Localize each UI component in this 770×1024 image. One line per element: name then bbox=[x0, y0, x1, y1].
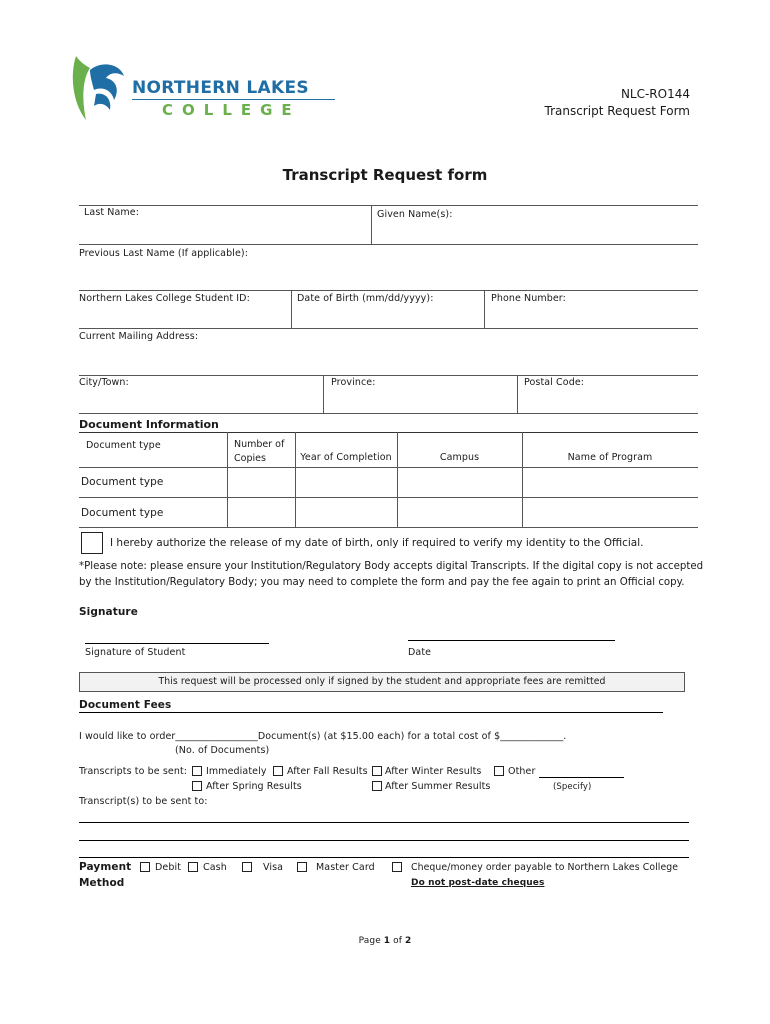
payment-cheque-checkbox[interactable] bbox=[392, 862, 402, 872]
option-winter-label: After Winter Results bbox=[385, 766, 482, 777]
previous-last-name-label: Previous Last Name (If applicable): bbox=[79, 248, 249, 259]
option-spring-label: After Spring Results bbox=[206, 781, 302, 792]
payment-method-label-2: Method bbox=[79, 877, 125, 889]
postal-code-field[interactable] bbox=[524, 377, 694, 409]
last-name-field[interactable] bbox=[84, 207, 364, 241]
option-summer-checkbox[interactable] bbox=[372, 781, 382, 791]
option-immediately-checkbox[interactable] bbox=[192, 766, 202, 776]
previous-last-name-field[interactable] bbox=[79, 248, 694, 284]
specify-label: (Specify) bbox=[553, 782, 592, 792]
authorize-text: I hereby authorize the release of my date of birth, only if required to verify my identity to the Official. bbox=[110, 537, 644, 549]
logo-emblem-icon bbox=[68, 54, 138, 126]
col-header-year-of-completion: Year of Completion bbox=[300, 452, 392, 463]
payment-cheque-label: Cheque/money order payable to Northern Lakes College bbox=[411, 862, 679, 873]
document-row-1-type[interactable]: Document type bbox=[81, 476, 164, 488]
option-winter-checkbox[interactable] bbox=[372, 766, 382, 776]
authorize-checkbox[interactable] bbox=[81, 532, 103, 554]
order-line[interactable]: I would like to order_________________Document(s) (at $15.00 each) for a total cost of $_____________. bbox=[79, 731, 567, 742]
given-names-field[interactable] bbox=[377, 209, 692, 241]
option-other-checkbox[interactable] bbox=[494, 766, 504, 776]
address-line-3[interactable] bbox=[79, 857, 689, 858]
phone-field[interactable] bbox=[491, 293, 694, 325]
date-line[interactable] bbox=[408, 640, 615, 641]
logo-text-bottom: COLLEGE bbox=[162, 101, 301, 119]
col-header-number-of-copies: Number of Copies bbox=[234, 439, 285, 464]
page-title: Transcript Request form bbox=[282, 166, 488, 184]
dob-label: Date of Birth (mm/dd/yyyy): bbox=[297, 293, 434, 304]
no-of-documents-label: (No. of Documents) bbox=[175, 745, 270, 756]
option-fall-label: After Fall Results bbox=[287, 766, 368, 777]
dob-field[interactable] bbox=[297, 293, 480, 325]
sent-to-label: Transcript(s) to be sent to: bbox=[79, 796, 208, 807]
payment-cash-label: Cash bbox=[203, 862, 227, 873]
col-header-program-name: Name of Program bbox=[567, 452, 653, 463]
document-row-2-type[interactable]: Document type bbox=[81, 507, 164, 519]
payment-debit-label: Debit bbox=[155, 862, 182, 873]
payment-method-label-1: Payment bbox=[79, 861, 132, 873]
postal-code-label: Postal Code: bbox=[524, 377, 585, 388]
fees-heading: Document Fees bbox=[79, 699, 172, 711]
college-logo bbox=[68, 54, 348, 126]
page-number: Page 1 of 2 bbox=[358, 936, 412, 946]
payment-visa-checkbox[interactable] bbox=[242, 862, 252, 872]
province-field[interactable] bbox=[331, 377, 513, 409]
given-names-label: Given Name(s): bbox=[377, 209, 453, 220]
student-signature-line[interactable] bbox=[85, 643, 269, 644]
phone-label: Phone Number: bbox=[491, 293, 566, 304]
transcripts-send-label: Transcripts to be sent: bbox=[79, 766, 188, 777]
address-line-2[interactable] bbox=[79, 840, 689, 841]
mailing-address-label: Current Mailing Address: bbox=[79, 331, 199, 342]
address-line-1[interactable] bbox=[79, 822, 689, 823]
processing-note-box bbox=[79, 672, 685, 692]
student-id-field[interactable] bbox=[79, 293, 287, 325]
processing-note-text: This request will be processed only if signed by the student and appropriate fees are remitted bbox=[158, 676, 606, 687]
option-other-label: Other bbox=[508, 766, 536, 777]
no-postdate-note: Do not post-date cheques bbox=[411, 878, 545, 888]
option-fall-checkbox[interactable] bbox=[273, 766, 283, 776]
signature-heading: Signature bbox=[79, 606, 138, 618]
signature-of-student-label: Signature of Student bbox=[85, 647, 186, 658]
logo-text-top: NORTHERN LAKES bbox=[132, 78, 309, 98]
signature-date-label: Date bbox=[408, 647, 432, 658]
payment-cash-checkbox[interactable] bbox=[188, 862, 198, 872]
mailing-address-field[interactable] bbox=[79, 331, 694, 369]
payment-mastercard-checkbox[interactable] bbox=[297, 862, 307, 872]
city-label: City/Town: bbox=[79, 377, 129, 388]
payment-mastercard-label: Master Card bbox=[316, 862, 375, 873]
province-label: Province: bbox=[331, 377, 376, 388]
col-header-campus: Campus bbox=[439, 452, 480, 463]
payment-visa-label: Visa bbox=[263, 862, 284, 873]
option-summer-label: After Summer Results bbox=[385, 781, 491, 792]
document-info-heading: Document Information bbox=[79, 418, 219, 431]
col-header-document-type: Document type bbox=[86, 440, 161, 451]
digital-note-line-2: by the Institution/Regulatory Body; you may need to complete the form and pay the fee again to print an Official copy. bbox=[79, 577, 685, 588]
option-immediately-label: Immediately bbox=[206, 766, 267, 777]
form-code: NLC-RO144 bbox=[620, 87, 690, 101]
city-field[interactable] bbox=[79, 377, 319, 409]
form-subtitle: Transcript Request Form bbox=[544, 104, 690, 118]
digital-note-line-1: *Please note: please ensure your Institution/Regulatory Body accepts digital Transcripts. If the digital copy is not accepted bbox=[79, 561, 704, 572]
logo-divider bbox=[132, 99, 335, 100]
student-id-label: Northern Lakes College Student ID: bbox=[79, 293, 250, 304]
payment-debit-checkbox[interactable] bbox=[140, 862, 150, 872]
last-name-label: Last Name: bbox=[84, 207, 140, 218]
other-specify-line[interactable] bbox=[539, 777, 624, 778]
option-spring-checkbox[interactable] bbox=[192, 781, 202, 791]
